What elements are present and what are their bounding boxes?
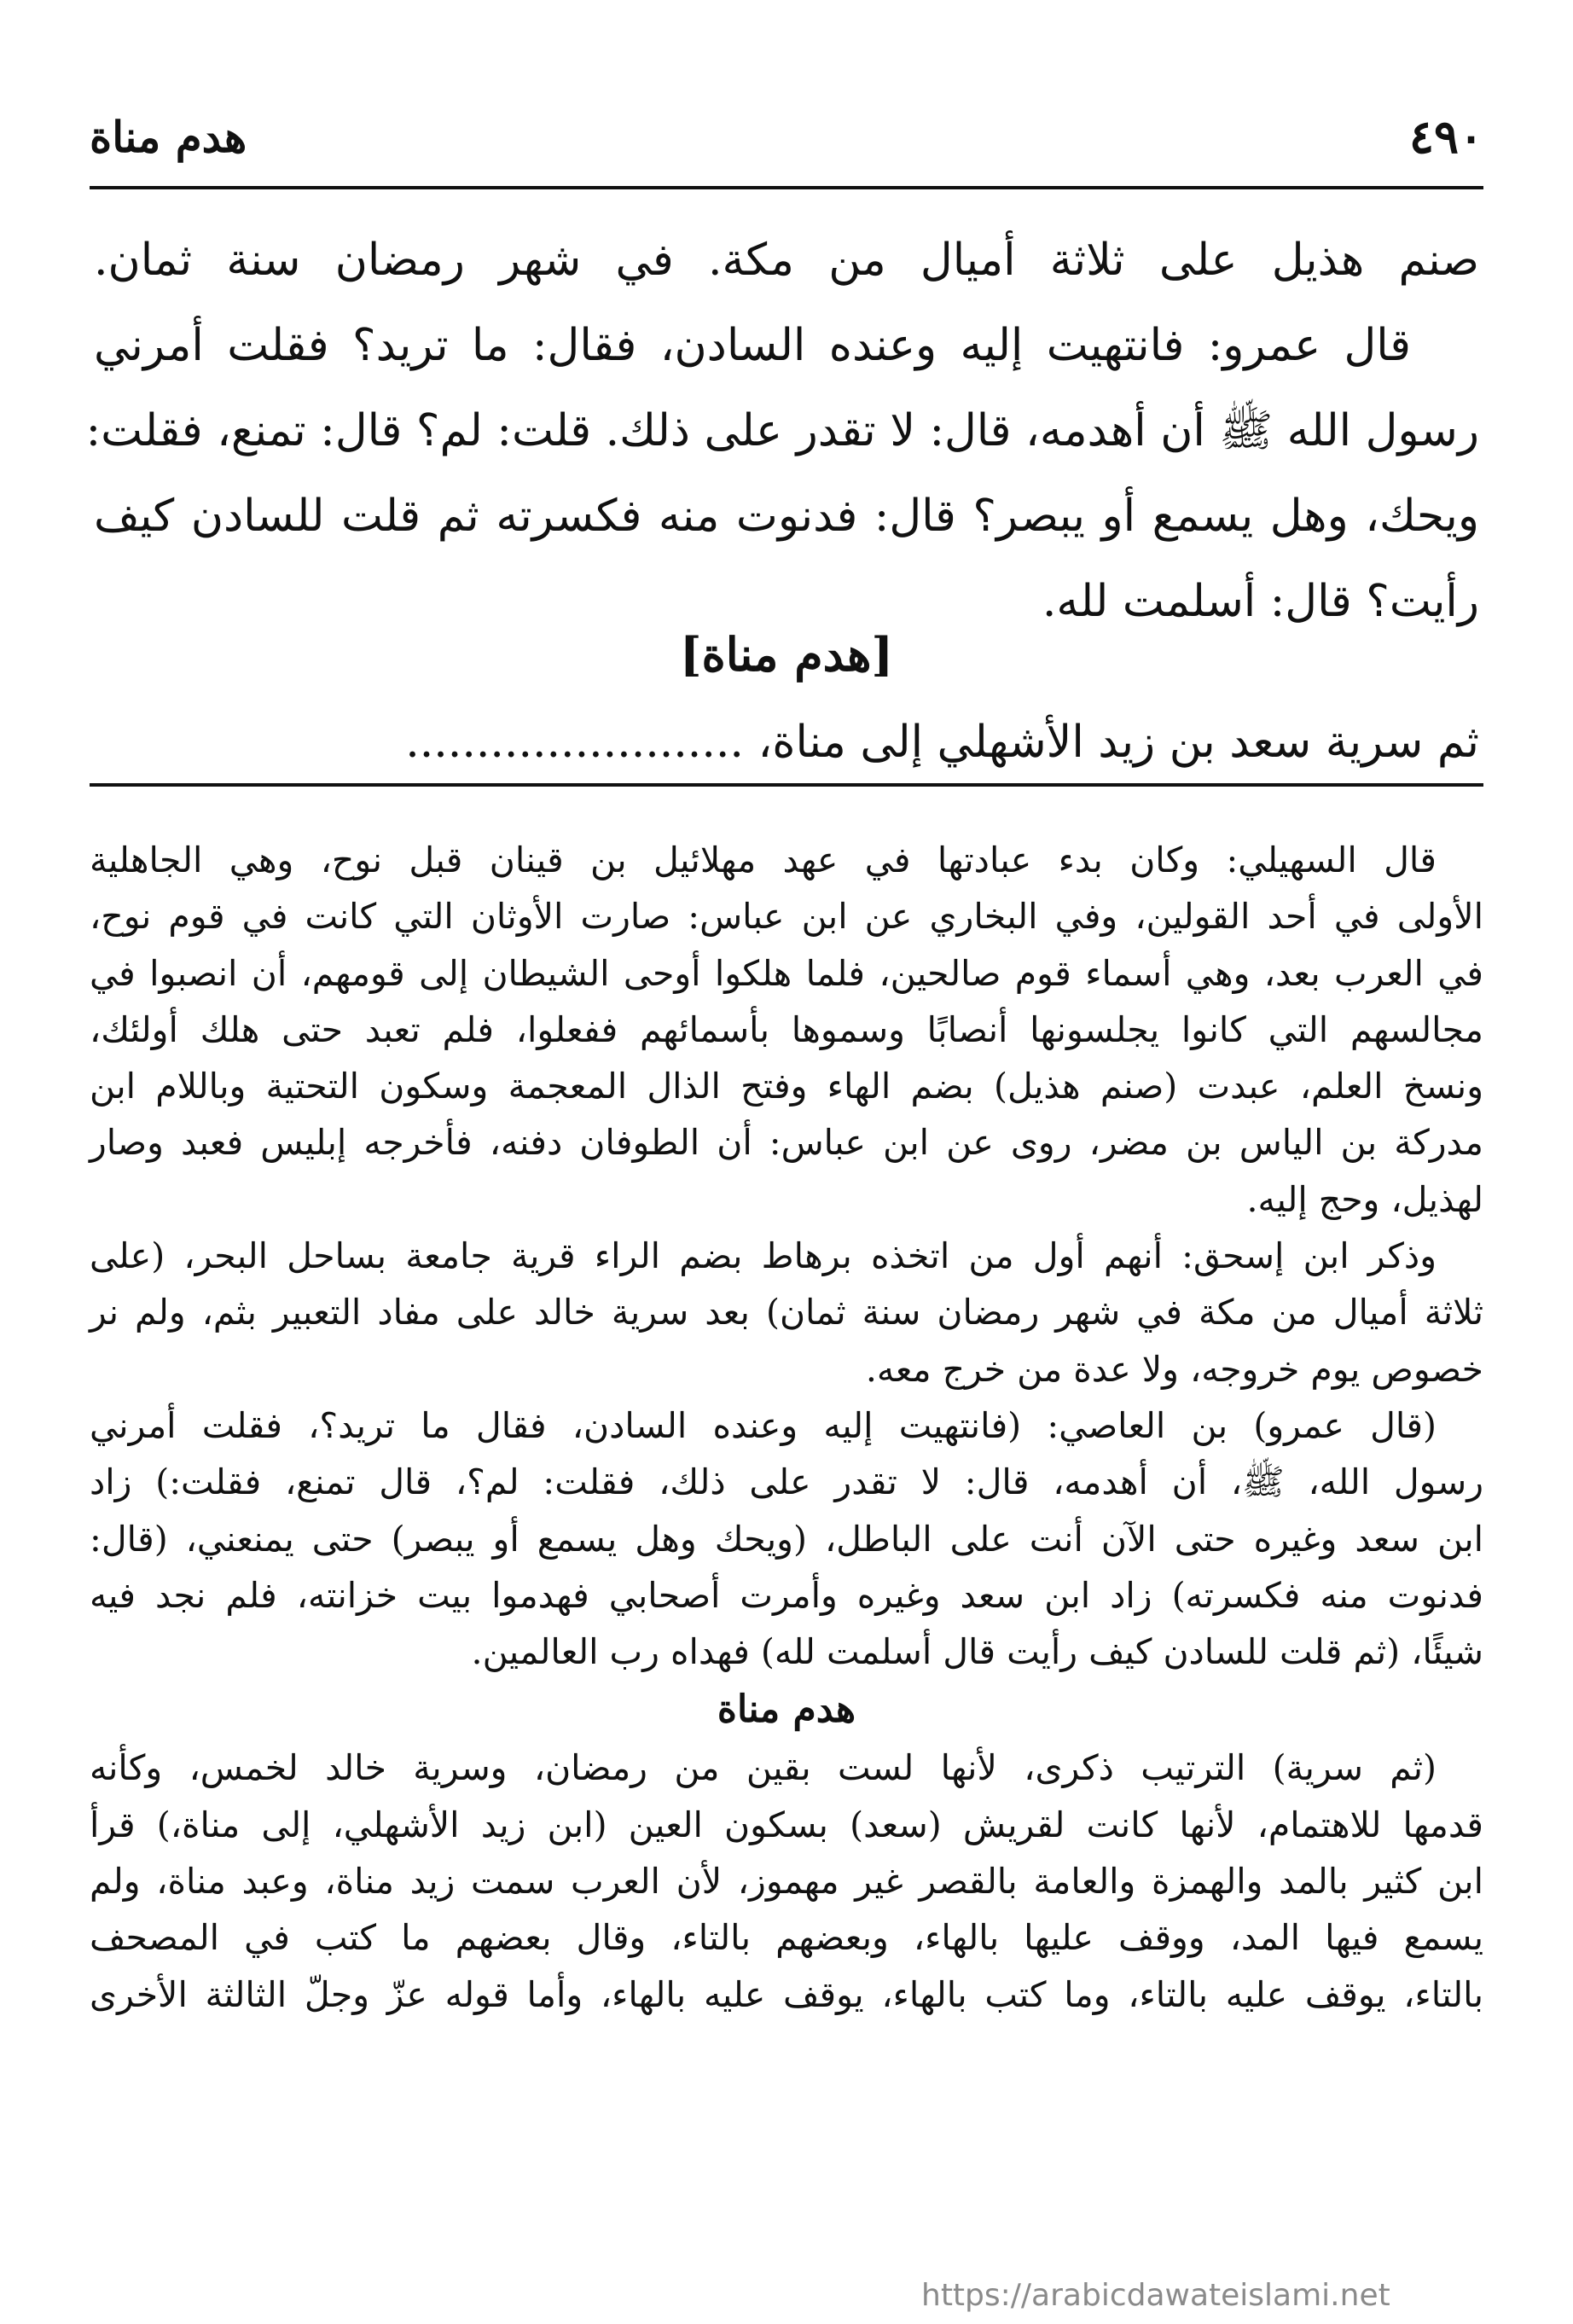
commentary-line: شيئًا، (ثم قلت للسادن كيف رأيت قال أسلمت لله) فهداه رب العالمين. <box>471 1631 1483 1673</box>
main-text-line: ويحك، وهل يسمع أو يبصر؟ قال: فدنوت منه فكسرته ثم قلت للسادن كيف <box>94 491 1479 542</box>
section-line-text: ثم سرية سعد بن زيد الأشهلي إلى مناة، <box>757 717 1479 768</box>
page-number: ٤٩٠ <box>1408 109 1483 164</box>
footnote-separator-rule <box>90 783 1483 787</box>
watermark-url: https://arabicdawateislami.net <box>921 2278 1390 2313</box>
commentary-line: قال السهيلي: وكان بدء عبادتها في عهد مهلائيل بن قينان قبل نوح، وهي الجاهلية <box>90 840 1437 880</box>
commentary-line: ثلاثة أميال من مكة في شهر رمضان سنة ثمان) بعد سرية خالد على مفاد التعبير بثم، ولم نر <box>90 1292 1483 1333</box>
commentary-line: خصوص يوم خروجه، ولا عدة من خرج معه. <box>865 1348 1483 1390</box>
commentary-line: في العرب بعد، وهي أسماء قوم صالحين، فلما هلكوا أوحى الشيطان إلى قومهم، أن انصبوا في <box>90 952 1483 994</box>
commentary-line: (ثم سرية) الترتيب ذكرى، لأنها لست بقين من رمضان، وسرية خالد لخمس، وكأنه <box>90 1747 1437 1789</box>
main-text-line: صنم هذيل على ثلاثة أميال من مكة. في شهر رمضان سنة ثمان. <box>94 235 1479 286</box>
main-text-line: رأيت؟ قال: أسلمت لله. <box>1042 576 1479 627</box>
commentary-line: ونسخ العلم، عبدت (صنم هذيل) بضم الهاء وفتح الذال المعجمة وسكون التحتية وباللام ابن <box>90 1066 1483 1107</box>
commentary-line: فدنوت منه فكسرته) زاد ابن سعد وغيره وأمرت أصحابي فهدموا بيت خزانته، فلم نجد فيه <box>90 1574 1483 1616</box>
section-heading: [هدم مناة] <box>679 627 894 682</box>
commentary <box>90 832 1483 2023</box>
commentary-line: ابن كثير بالمد والهمزة والعامة بالقصر غير مهموز، لأن العرب سمت زيد مناة، وعبد مناة، ولم <box>90 1861 1483 1903</box>
commentary-line: بالتاء، يوقف عليه بالتاء، وما كتب بالهاء، يوقف عليه بالهاء، وأما قوله عزّ وجلّ الثالثة الأخرى <box>90 1973 1483 2015</box>
main-text <box>85 218 1479 644</box>
commentary-line: الأولى في أحد القولين، وفي البخاري عن ابن عباس: صارت الأوثان التي كانت في قوم نوح، <box>90 896 1483 938</box>
commentary-line: رسول الله، ﷺ، أن أهدمه، قال: لا تقدر على ذلك، فقلت: لم؟، قال تمنع، فقلت:) زاد <box>90 1461 1483 1503</box>
commentary-line: وذكر ابن إسحق: أنهم أول من اتخذه برهاط بضم الراء قرية جامعة بساحل البحر، (على <box>90 1235 1437 1277</box>
commentary-line: قدمها للاهتمام، لأنها كانت لقريش (سعد) بسكون العين (ابن زيد الأشهلي، إلى مناة،) قرأ <box>90 1804 1483 1845</box>
commentary-line: مدركة بن الياس بن مضر، روى عن ابن عباس: أن الطوفان دفنه، فأخرجه إبليس فعبد وصار <box>90 1122 1483 1164</box>
commentary-line: يسمع فيها المد، ووقف عليها بالهاء، وبعضهم بالتاء، وقال بعضهم ما كتب في المصحف <box>90 1917 1483 1959</box>
commentary-line: لهذيل، وحج إليه. <box>1246 1178 1483 1220</box>
main-text-line: رسول الله ﷺ أن أهدمه، قال: لا تقدر على ذلك. قلت: لم؟ قال: تمنع، فقلت: <box>85 405 1479 456</box>
sub-heading: هدم مناة <box>717 1688 856 1732</box>
header-rule <box>90 186 1483 189</box>
section-text-line <box>94 704 1479 781</box>
main-text-line: قال عمرو: فانتهيت إليه وعنده السادن، فقال: ما تريد؟ فقلت أمرني <box>94 320 1411 371</box>
dotted-leader: ........................ <box>405 717 744 768</box>
commentary-line: مجالسهم التي كانوا يجلسونها أنصابًا وسموها بأسمائهم ففعلوا، فلم تعبد حتى هلك أولئك، <box>90 1008 1483 1050</box>
commentary-line: (قال عمرو) بن العاصي: (فانتهيت إليه وعنده السادن، فقال ما تريد؟، فقلت أمرني <box>90 1404 1437 1446</box>
page-header <box>90 107 1483 166</box>
commentary-line: ابن سعد وغيره حتى الآن أنت على الباطل، (ويحك وهل يسمع أو يبصر) حتى يمنعني، (قال: <box>90 1518 1483 1560</box>
running-title: هدم مناة <box>90 111 247 162</box>
